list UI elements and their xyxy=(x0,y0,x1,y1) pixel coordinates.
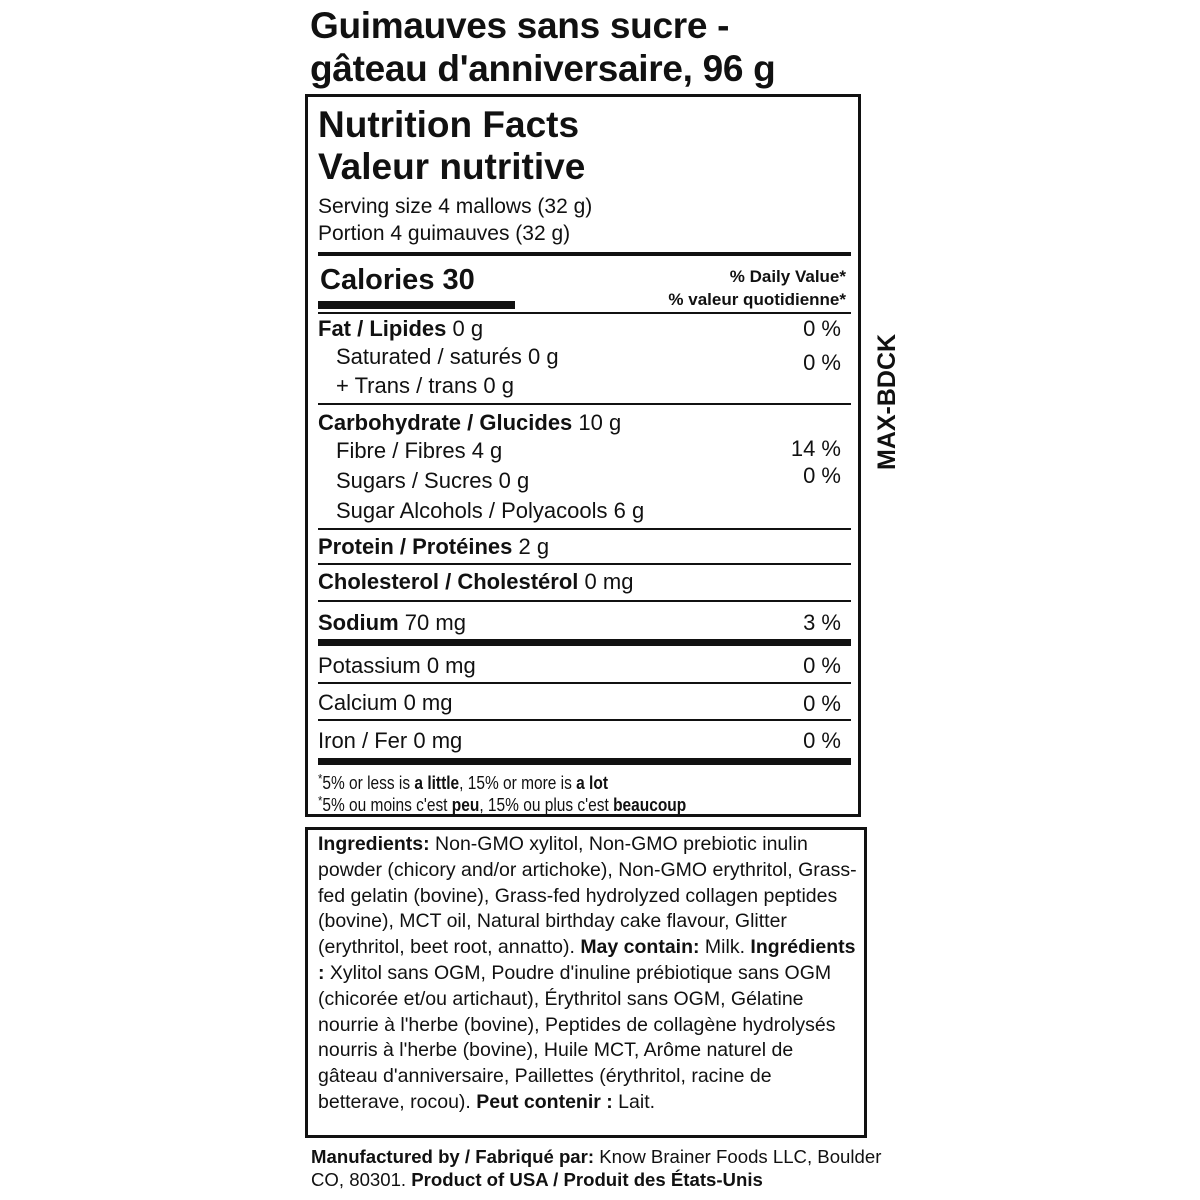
calories xyxy=(320,264,475,297)
carbohydrate-amount: 10 g xyxy=(578,410,622,435)
footnote-fr-text-2: , 15% ou plus c'est xyxy=(479,795,614,815)
protein-row xyxy=(318,534,549,560)
daily-value-header-en: % Daily Value* xyxy=(729,267,846,286)
rule-below-calcium xyxy=(318,719,851,721)
ingredients-text-en: Non-GMO xylitol, Non-GMO prebiotic inulin powder (chicory and/or artichoke), Non-GMO erythritol, Grass-fed gelatin (bovine), Grass-fed hydrolyzed collagen peptides (bovine), MCT oil, Natural birthday cake flavour, Glitter (erythritol, beet root, annatto). xyxy=(318,833,857,959)
nutrition-facts-title-fr: Valeur nutritive xyxy=(318,146,586,187)
sodium-amount: 70 mg xyxy=(404,610,466,635)
manufacturer-text: Know Brainer Foods LLC, Boulder CO, 80301. xyxy=(311,1146,882,1190)
footnote-en-star: * xyxy=(318,771,323,786)
protein-label: Protein / Protéines xyxy=(318,534,513,559)
potassium-row: Potassium 0 mg xyxy=(318,653,476,678)
protein-amount: 2 g xyxy=(518,534,550,559)
fat-amount: 0 g xyxy=(452,316,484,341)
iron-row: Iron / Fer 0 mg xyxy=(318,728,463,753)
nutrition-facts-table xyxy=(305,94,861,817)
iron-daily-value: 0 % xyxy=(803,728,841,753)
footnote-en-text-1: 5% or less is xyxy=(322,773,415,793)
rule-below-carbohydrate xyxy=(318,528,851,530)
thick-rule-top xyxy=(318,252,851,256)
footnote-fr-bold-2: beaucoup xyxy=(613,795,687,815)
may-contain-label-en: May contain: xyxy=(580,936,700,959)
trans-row: + Trans / trans 0 g xyxy=(336,373,514,398)
cholesterol-amount: 0 mg xyxy=(584,569,634,594)
footnote-en-bold-1: a little xyxy=(414,773,460,793)
sugars-daily-value: 0 % xyxy=(803,463,841,488)
footnote-fr-bold-1: peu xyxy=(451,795,480,815)
cholesterol-row xyxy=(318,569,633,595)
thick-rule-bottom xyxy=(318,758,851,765)
thick-rule-middle xyxy=(318,639,851,646)
sodium-daily-value: 3 % xyxy=(803,610,841,635)
carbohydrate-row xyxy=(318,410,621,436)
serving-size-fr: Portion 4 guimauves (32 g) xyxy=(318,222,571,245)
side-product-code: MAX-BDCK xyxy=(873,333,901,470)
allergen-en: Milk. xyxy=(699,936,751,959)
ingredients-text-fr: Xylitol sans OGM, Poudre d'inuline prébiotique sans OGM (chicorée et/ou artichaut), Érythritol sans OGM, Gélatine nourrie à l'herbe (bovine), Peptides de collagène hydrolysés nourris à l'herbe (bovine), Huile MCT, Arôme naturel de gâteau d'anniversaire, Paillettes (érythritol, racine de betterave, rocou). xyxy=(318,961,836,1113)
footnote-en-text-2: , 15% or more is xyxy=(459,773,577,793)
nutrition-facts-title-en: Nutrition Facts xyxy=(318,104,580,145)
calcium-daily-value: 0 % xyxy=(803,691,841,716)
product-origin: Product of USA / Produit des États-Unis xyxy=(411,1169,763,1190)
product-title-line-2: gâteau d'anniversaire, 96 g xyxy=(310,48,776,89)
serving-size-en: Serving size 4 mallows (32 g) xyxy=(318,195,593,218)
sugars-row: Sugars / Sucres 0 g xyxy=(336,468,530,493)
rule-below-protein xyxy=(318,563,851,565)
fat-row xyxy=(318,316,483,342)
ingredients-label-en: Ingredients: xyxy=(318,833,430,855)
fat-label: Fat / Lipides xyxy=(318,316,447,341)
footnote-fr-star: * xyxy=(318,793,323,808)
calcium-row: Calcium 0 mg xyxy=(318,690,453,715)
rule-below-potassium xyxy=(318,682,851,684)
fibre-row: Fibre / Fibres 4 g xyxy=(336,438,503,463)
product-title-line-1: Guimauves sans sucre - xyxy=(310,5,730,46)
calories-label: Calories xyxy=(320,264,435,296)
ingredients-label-fr: Ingrédients : xyxy=(318,936,856,984)
rule-below-cholesterol xyxy=(318,600,851,602)
allergen-fr: Lait. xyxy=(612,1090,656,1113)
manufacturer-info xyxy=(311,1145,891,1191)
product-title xyxy=(310,4,910,90)
may-contain-label-fr: Peut contenir : xyxy=(476,1090,613,1113)
daily-value-header-fr: % valeur quotidienne* xyxy=(668,290,846,309)
nutrition-facts-heading xyxy=(318,104,585,188)
sugar-alcohols-row: Sugar Alcohols / Polyacools 6 g xyxy=(336,498,645,523)
footnote-en-bold-2: a lot xyxy=(576,773,608,793)
footnote-fr-text-1: 5% ou moins c'est xyxy=(322,795,452,815)
cholesterol-label: Cholesterol / Cholestérol xyxy=(318,569,579,594)
sodium-label: Sodium xyxy=(318,610,399,635)
ingredients-box xyxy=(305,827,867,1138)
manufacturer-label: Manufactured by / Fabriqué par: xyxy=(311,1146,595,1167)
saturated-row: Saturated / saturés 0 g xyxy=(336,344,559,369)
potassium-daily-value: 0 % xyxy=(803,653,841,678)
footnote-fr xyxy=(318,790,686,816)
fibre-daily-value: 14 % xyxy=(790,436,841,461)
saturated-daily-value: 0 % xyxy=(803,350,841,375)
sodium-row xyxy=(318,610,466,636)
rule-below-fat xyxy=(318,403,851,405)
calories-underline xyxy=(318,301,515,309)
daily-value-header xyxy=(668,265,846,311)
fat-daily-value: 0 % xyxy=(803,316,841,341)
carbohydrate-label: Carbohydrate / Glucides xyxy=(318,410,573,435)
serving-size xyxy=(318,193,592,247)
rule-below-calories xyxy=(318,312,851,314)
calories-value: 30 xyxy=(442,264,475,296)
